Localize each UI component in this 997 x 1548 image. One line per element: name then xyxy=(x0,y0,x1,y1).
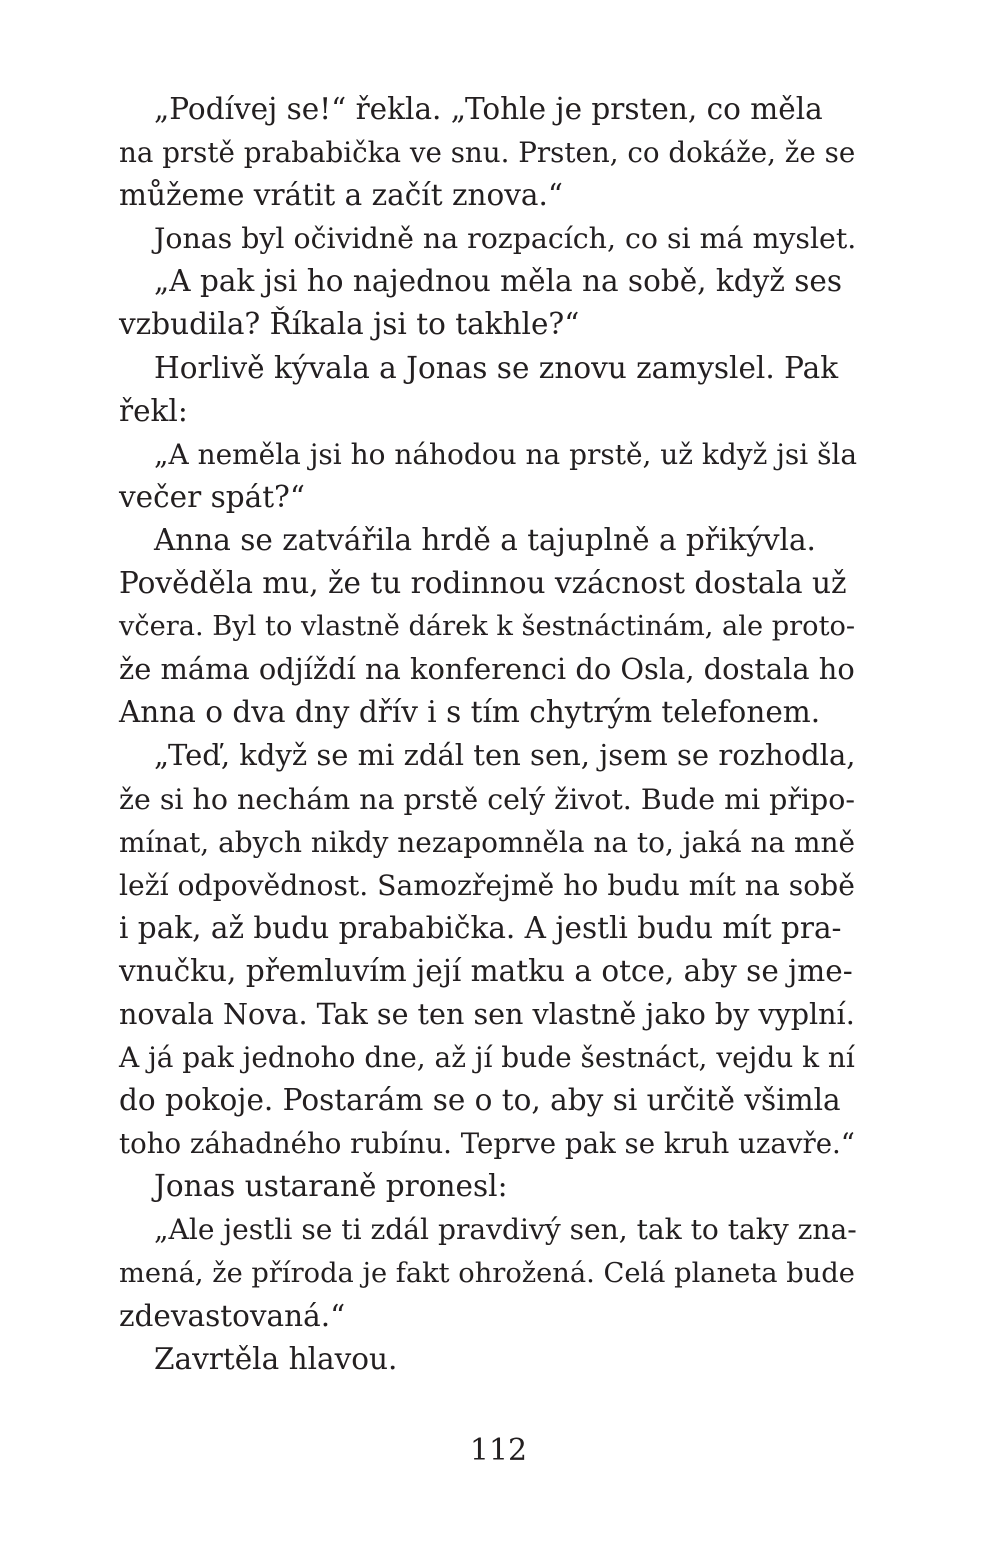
text-line: na prstě prababička ve snu. Prsten, co dokáže, že se xyxy=(119,136,856,170)
text-line: Anna o dva dny dřív i s tím chytrým telefonem. xyxy=(119,695,821,730)
text-line: vzbudila? Říkala jsi to takhle?“ xyxy=(119,307,580,342)
text-line: Jonas byl očividně na rozpacích, co si má myslet. xyxy=(154,222,857,256)
text-line: vnučku, přemluvím její matku a otce, aby se jme- xyxy=(119,953,853,988)
text-line: Horlivě kývala a Jonas se znovu zamyslel. Pak xyxy=(154,350,839,385)
text-line: „Podívej se!“ řekla. „Tohle je prsten, co měla xyxy=(154,92,823,126)
text-line: Pověděla mu, že tu rodinnou vzácnost dostala už xyxy=(119,566,847,601)
text-line: zdevastovaná.“ xyxy=(119,1298,346,1333)
text-line: novala Nova. Tak se ten sen vlastně jako by vyplní. xyxy=(119,996,855,1031)
text-line: „A pak jsi ho najednou měla na sobě, když ses xyxy=(154,264,843,299)
page-number: 112 xyxy=(469,1433,528,1468)
text-line: „Ale jestli se ti zdál pravdivý sen, tak to taky zna- xyxy=(154,1213,857,1247)
text-line: že máma odjíždí na konferenci do Osla, dostala ho xyxy=(119,652,855,687)
text-line: včera. Byl to vlastně dárek k šestnáctinám, ale proto- xyxy=(119,611,856,643)
text-line: Jonas ustaraně pronesl: xyxy=(154,1169,508,1204)
text-line: můžeme vrátit a začít znova.“ xyxy=(119,178,563,213)
text-line: toho záhadného rubínu. Teprve pak se kruh uzavře.“ xyxy=(119,1127,855,1161)
text-line: Zavrtěla hlavou. xyxy=(154,1341,398,1376)
text-line: že si ho nechám na prstě celý život. Bude mi připo- xyxy=(119,782,855,816)
text-line: Anna se zatvářila hrdě a tajuplně a přikývla. xyxy=(154,522,816,557)
text-line: mínat, abych nikdy nezapomněla na to, jaká na mně xyxy=(119,825,856,859)
text-line: „A neměla jsi ho náhodou na prstě, už když jsi šla xyxy=(154,437,858,471)
text-line: večer spát?“ xyxy=(119,479,305,514)
text-line: i pak, až budu prababička. A jestli budu mít pra- xyxy=(119,910,842,945)
text-line: A já pak jednoho dne, až jí bude šestnáct, vejdu k ní xyxy=(119,1041,855,1075)
text-line: leží odpovědnost. Samozřejmě ho budu mít na sobě xyxy=(119,868,855,902)
text-line: do pokoje. Postarám se o to, aby si určitě všimla xyxy=(119,1083,841,1118)
text-line: řekl: xyxy=(119,393,188,428)
body-text xyxy=(119,88,859,1381)
text-line: mená, že příroda je fakt ohrožená. Celá planeta bude xyxy=(119,1257,855,1289)
text-line: „Teď, když se mi zdál ten sen, jsem se rozhodla, xyxy=(154,738,856,773)
